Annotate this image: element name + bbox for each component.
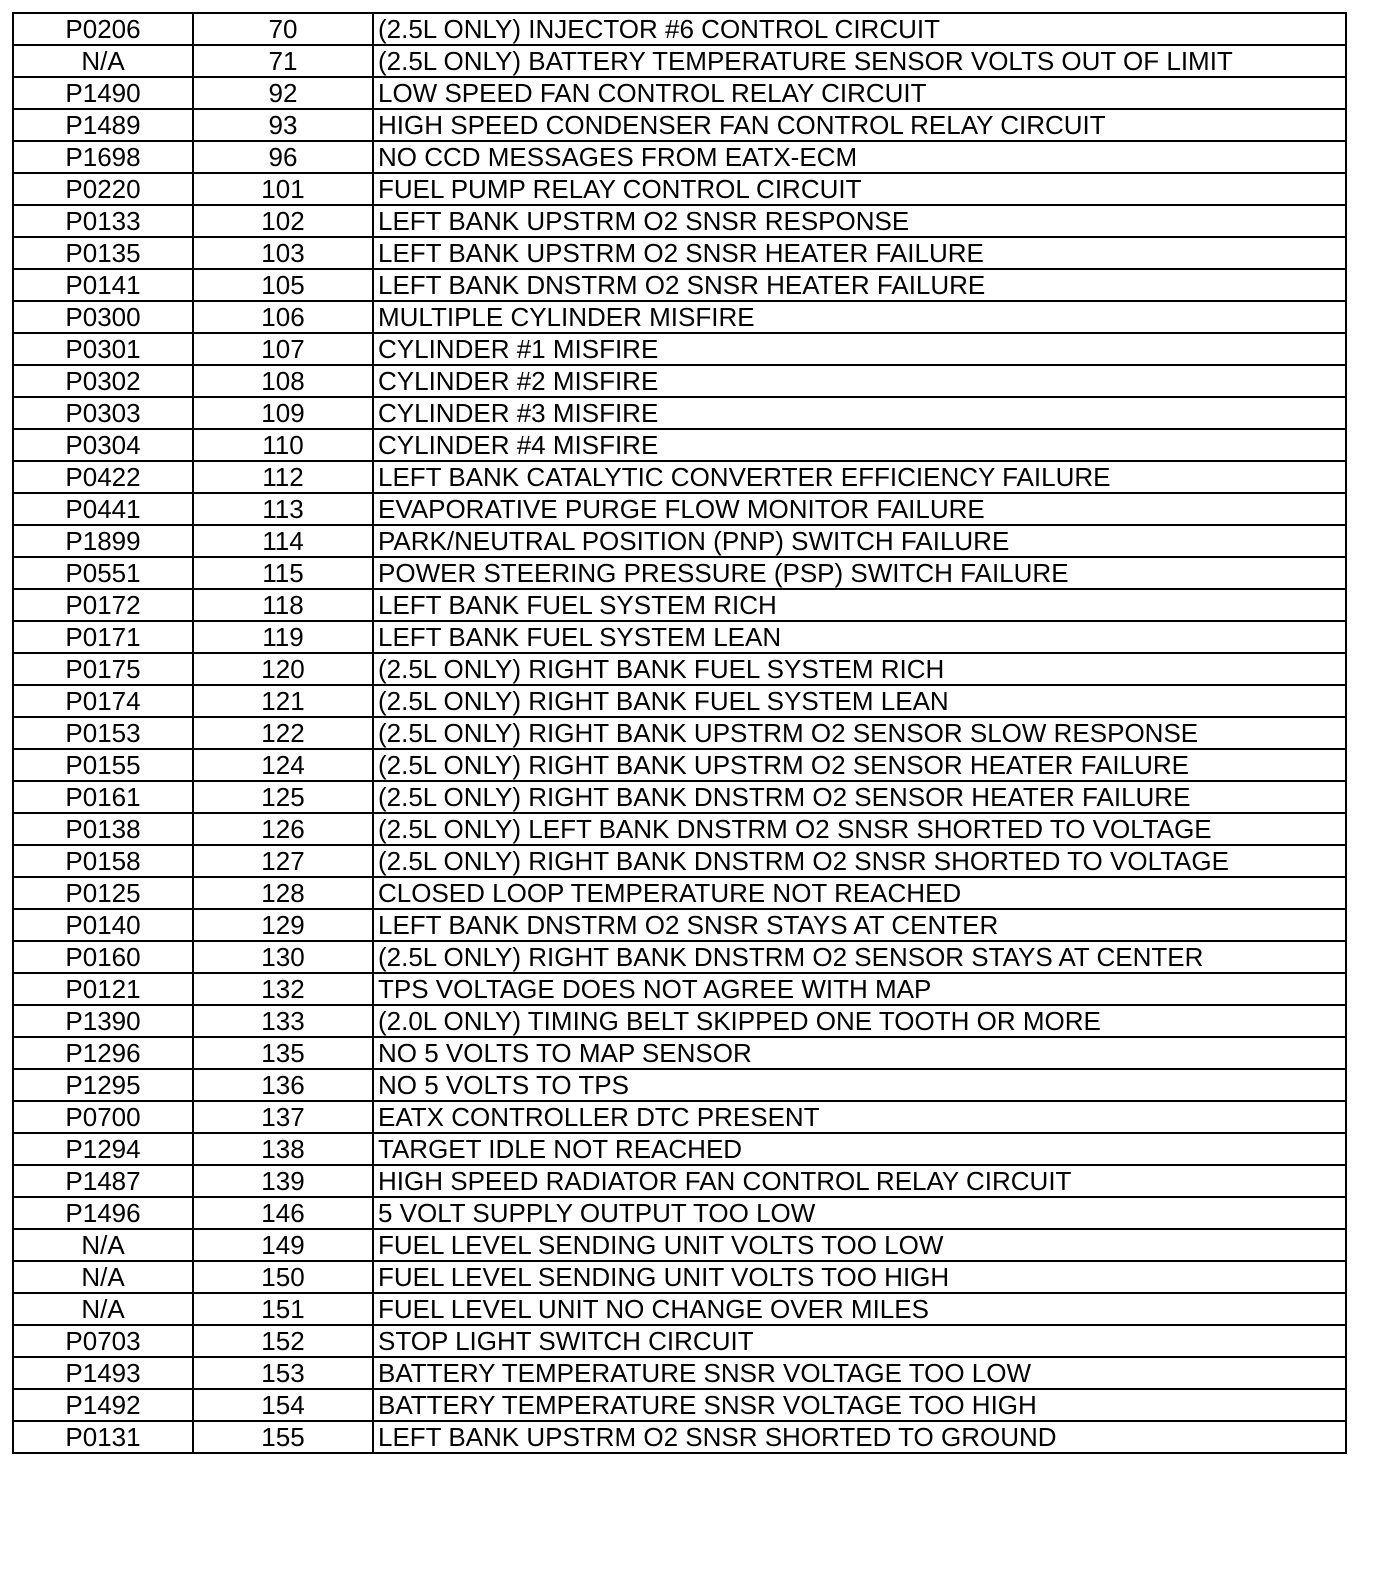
table-row xyxy=(13,77,1346,109)
dtc-code-cell: P0140 xyxy=(13,909,193,941)
flash-code-cell: 136 xyxy=(193,1069,373,1101)
dtc-code-cell: P0422 xyxy=(13,461,193,493)
flash-code-cell: 110 xyxy=(193,429,373,461)
description-cell: HIGH SPEED RADIATOR FAN CONTROL RELAY CIRCUIT xyxy=(373,1165,1346,1197)
table-row xyxy=(13,1325,1346,1357)
flash-code-cell: 103 xyxy=(193,237,373,269)
description-cell: (2.5L ONLY) BATTERY TEMPERATURE SENSOR VOLTS OUT OF LIMIT xyxy=(373,45,1346,77)
flash-code-cell: 128 xyxy=(193,877,373,909)
dtc-code-cell: P0153 xyxy=(13,717,193,749)
dtc-code-cell: P1390 xyxy=(13,1005,193,1037)
dtc-code-cell: P1295 xyxy=(13,1069,193,1101)
description-cell: NO 5 VOLTS TO TPS xyxy=(373,1069,1346,1101)
table-row xyxy=(13,1165,1346,1197)
description-cell: TARGET IDLE NOT REACHED xyxy=(373,1133,1346,1165)
dtc-code-cell: P1698 xyxy=(13,141,193,173)
flash-code-cell: 102 xyxy=(193,205,373,237)
flash-code-cell: 132 xyxy=(193,973,373,1005)
flash-code-cell: 113 xyxy=(193,493,373,525)
description-cell: HIGH SPEED CONDENSER FAN CONTROL RELAY CIRCUIT xyxy=(373,109,1346,141)
table-row xyxy=(13,237,1346,269)
description-cell: CYLINDER #1 MISFIRE xyxy=(373,333,1346,365)
flash-code-cell: 93 xyxy=(193,109,373,141)
description-cell: (2.5L ONLY) INJECTOR #6 CONTROL CIRCUIT xyxy=(373,13,1346,45)
description-cell: FUEL PUMP RELAY CONTROL CIRCUIT xyxy=(373,173,1346,205)
dtc-code-cell: P0158 xyxy=(13,845,193,877)
table-row xyxy=(13,205,1346,237)
dtc-code-cell: P0172 xyxy=(13,589,193,621)
description-cell: EATX CONTROLLER DTC PRESENT xyxy=(373,1101,1346,1133)
dtc-code-cell: P0206 xyxy=(13,13,193,45)
description-cell: (2.5L ONLY) RIGHT BANK UPSTRM O2 SENSOR SLOW RESPONSE xyxy=(373,717,1346,749)
dtc-code-cell: N/A xyxy=(13,1261,193,1293)
table-row xyxy=(13,1357,1346,1389)
table-row xyxy=(13,365,1346,397)
flash-code-cell: 107 xyxy=(193,333,373,365)
dtc-code-cell: P0700 xyxy=(13,1101,193,1133)
flash-code-cell: 70 xyxy=(193,13,373,45)
description-cell: NO 5 VOLTS TO MAP SENSOR xyxy=(373,1037,1346,1069)
description-cell: (2.5L ONLY) RIGHT BANK FUEL SYSTEM LEAN xyxy=(373,685,1346,717)
flash-code-cell: 155 xyxy=(193,1421,373,1453)
dtc-code-cell: N/A xyxy=(13,45,193,77)
description-cell: TPS VOLTAGE DOES NOT AGREE WITH MAP xyxy=(373,973,1346,1005)
flash-code-cell: 149 xyxy=(193,1229,373,1261)
table-row xyxy=(13,1261,1346,1293)
flash-code-cell: 137 xyxy=(193,1101,373,1133)
table-row xyxy=(13,141,1346,173)
description-cell: LEFT BANK CATALYTIC CONVERTER EFFICIENCY FAILURE xyxy=(373,461,1346,493)
flash-code-cell: 130 xyxy=(193,941,373,973)
table-row xyxy=(13,1037,1346,1069)
table-row xyxy=(13,429,1346,461)
dtc-code-cell: P0133 xyxy=(13,205,193,237)
dtc-code-cell: P0131 xyxy=(13,1421,193,1453)
flash-code-cell: 105 xyxy=(193,269,373,301)
description-cell: CYLINDER #4 MISFIRE xyxy=(373,429,1346,461)
table-row xyxy=(13,173,1346,205)
table-row xyxy=(13,525,1346,557)
table-row xyxy=(13,45,1346,77)
dtc-code-cell: P0703 xyxy=(13,1325,193,1357)
description-cell: FUEL LEVEL SENDING UNIT VOLTS TOO HIGH xyxy=(373,1261,1346,1293)
description-cell: (2.5L ONLY) LEFT BANK DNSTRM O2 SNSR SHORTED TO VOLTAGE xyxy=(373,813,1346,845)
flash-code-cell: 127 xyxy=(193,845,373,877)
table-row xyxy=(13,493,1346,525)
dtc-code-cell: P1496 xyxy=(13,1197,193,1229)
table-row xyxy=(13,877,1346,909)
dtc-code-cell: P1296 xyxy=(13,1037,193,1069)
flash-code-cell: 146 xyxy=(193,1197,373,1229)
flash-code-cell: 126 xyxy=(193,813,373,845)
flash-code-cell: 138 xyxy=(193,1133,373,1165)
table-row xyxy=(13,941,1346,973)
flash-code-cell: 154 xyxy=(193,1389,373,1421)
flash-code-cell: 121 xyxy=(193,685,373,717)
flash-code-cell: 109 xyxy=(193,397,373,429)
description-cell: LEFT BANK UPSTRM O2 SNSR HEATER FAILURE xyxy=(373,237,1346,269)
description-cell: CLOSED LOOP TEMPERATURE NOT REACHED xyxy=(373,877,1346,909)
dtc-code-cell: P0141 xyxy=(13,269,193,301)
table-row xyxy=(13,557,1346,589)
dtc-code-cell: P1487 xyxy=(13,1165,193,1197)
flash-code-cell: 101 xyxy=(193,173,373,205)
flash-code-cell: 92 xyxy=(193,77,373,109)
description-cell: CYLINDER #2 MISFIRE xyxy=(373,365,1346,397)
dtc-code-cell: P0303 xyxy=(13,397,193,429)
table-row xyxy=(13,1005,1346,1037)
flash-code-cell: 108 xyxy=(193,365,373,397)
flash-code-cell: 118 xyxy=(193,589,373,621)
table-row xyxy=(13,1229,1346,1261)
table-row xyxy=(13,461,1346,493)
dtc-code-cell: P0300 xyxy=(13,301,193,333)
flash-code-cell: 96 xyxy=(193,141,373,173)
table-row xyxy=(13,301,1346,333)
description-cell: EVAPORATIVE PURGE FLOW MONITOR FAILURE xyxy=(373,493,1346,525)
flash-code-cell: 112 xyxy=(193,461,373,493)
flash-code-cell: 124 xyxy=(193,749,373,781)
dtc-code-cell: P0135 xyxy=(13,237,193,269)
dtc-code-cell: N/A xyxy=(13,1229,193,1261)
flash-code-cell: 120 xyxy=(193,653,373,685)
description-cell: LEFT BANK DNSTRM O2 SNSR STAYS AT CENTER xyxy=(373,909,1346,941)
description-cell: NO CCD MESSAGES FROM EATX-ECM xyxy=(373,141,1346,173)
description-cell: POWER STEERING PRESSURE (PSP) SWITCH FAILURE xyxy=(373,557,1346,589)
dtc-code-cell: P0160 xyxy=(13,941,193,973)
flash-code-cell: 150 xyxy=(193,1261,373,1293)
dtc-code-cell: P0161 xyxy=(13,781,193,813)
description-cell: MULTIPLE CYLINDER MISFIRE xyxy=(373,301,1346,333)
dtc-code-cell: P0304 xyxy=(13,429,193,461)
dtc-code-cell: P1490 xyxy=(13,77,193,109)
dtc-code-cell: P0155 xyxy=(13,749,193,781)
table-row xyxy=(13,109,1346,141)
dtc-code-cell: P1492 xyxy=(13,1389,193,1421)
description-cell: (2.5L ONLY) RIGHT BANK FUEL SYSTEM RICH xyxy=(373,653,1346,685)
table-row xyxy=(13,1389,1346,1421)
description-cell: (2.5L ONLY) RIGHT BANK DNSTRM O2 SENSOR STAYS AT CENTER xyxy=(373,941,1346,973)
flash-code-cell: 152 xyxy=(193,1325,373,1357)
description-cell: BATTERY TEMPERATURE SNSR VOLTAGE TOO HIGH xyxy=(373,1389,1346,1421)
description-cell: LEFT BANK FUEL SYSTEM RICH xyxy=(373,589,1346,621)
dtc-table xyxy=(12,12,1347,1454)
dtc-code-cell: P0301 xyxy=(13,333,193,365)
table-row xyxy=(13,1101,1346,1133)
flash-code-cell: 139 xyxy=(193,1165,373,1197)
flash-code-cell: 119 xyxy=(193,621,373,653)
table-row xyxy=(13,269,1346,301)
table-row xyxy=(13,909,1346,941)
description-cell: (2.5L ONLY) RIGHT BANK UPSTRM O2 SENSOR HEATER FAILURE xyxy=(373,749,1346,781)
dtc-table-body xyxy=(13,13,1346,1453)
dtc-code-cell: P1493 xyxy=(13,1357,193,1389)
table-row xyxy=(13,1197,1346,1229)
table-row xyxy=(13,973,1346,1005)
description-cell: CYLINDER #3 MISFIRE xyxy=(373,397,1346,429)
dtc-code-cell: P0220 xyxy=(13,173,193,205)
table-row xyxy=(13,717,1346,749)
flash-code-cell: 71 xyxy=(193,45,373,77)
table-row xyxy=(13,1133,1346,1165)
table-row xyxy=(13,1069,1346,1101)
table-row xyxy=(13,845,1346,877)
dtc-code-cell: P0174 xyxy=(13,685,193,717)
dtc-code-cell: P0302 xyxy=(13,365,193,397)
dtc-code-cell: N/A xyxy=(13,1293,193,1325)
description-cell: LOW SPEED FAN CONTROL RELAY CIRCUIT xyxy=(373,77,1346,109)
description-cell: STOP LIGHT SWITCH CIRCUIT xyxy=(373,1325,1346,1357)
flash-code-cell: 114 xyxy=(193,525,373,557)
description-cell: LEFT BANK FUEL SYSTEM LEAN xyxy=(373,621,1346,653)
flash-code-cell: 125 xyxy=(193,781,373,813)
description-cell: LEFT BANK UPSTRM O2 SNSR RESPONSE xyxy=(373,205,1346,237)
flash-code-cell: 151 xyxy=(193,1293,373,1325)
flash-code-cell: 135 xyxy=(193,1037,373,1069)
flash-code-cell: 129 xyxy=(193,909,373,941)
table-row xyxy=(13,1293,1346,1325)
flash-code-cell: 153 xyxy=(193,1357,373,1389)
dtc-code-cell: P0125 xyxy=(13,877,193,909)
table-row xyxy=(13,621,1346,653)
table-row xyxy=(13,813,1346,845)
description-cell: (2.0L ONLY) TIMING BELT SKIPPED ONE TOOTH OR MORE xyxy=(373,1005,1346,1037)
description-cell: PARK/NEUTRAL POSITION (PNP) SWITCH FAILURE xyxy=(373,525,1346,557)
description-cell: LEFT BANK DNSTRM O2 SNSR HEATER FAILURE xyxy=(373,269,1346,301)
table-row xyxy=(13,589,1346,621)
dtc-code-cell: P0138 xyxy=(13,813,193,845)
flash-code-cell: 133 xyxy=(193,1005,373,1037)
table-row xyxy=(13,1421,1346,1453)
description-cell: LEFT BANK UPSTRM O2 SNSR SHORTED TO GROUND xyxy=(373,1421,1346,1453)
table-row xyxy=(13,397,1346,429)
dtc-code-cell: P0441 xyxy=(13,493,193,525)
description-cell: 5 VOLT SUPPLY OUTPUT TOO LOW xyxy=(373,1197,1346,1229)
table-row xyxy=(13,749,1346,781)
dtc-code-cell: P0121 xyxy=(13,973,193,1005)
description-cell: (2.5L ONLY) RIGHT BANK DNSTRM O2 SENSOR HEATER FAILURE xyxy=(373,781,1346,813)
table-row xyxy=(13,13,1346,45)
description-cell: FUEL LEVEL SENDING UNIT VOLTS TOO LOW xyxy=(373,1229,1346,1261)
dtc-code-cell: P0551 xyxy=(13,557,193,589)
table-row xyxy=(13,653,1346,685)
flash-code-cell: 122 xyxy=(193,717,373,749)
dtc-code-cell: P0175 xyxy=(13,653,193,685)
description-cell: (2.5L ONLY) RIGHT BANK DNSTRM O2 SNSR SHORTED TO VOLTAGE xyxy=(373,845,1346,877)
table-row xyxy=(13,333,1346,365)
flash-code-cell: 106 xyxy=(193,301,373,333)
table-row xyxy=(13,781,1346,813)
table-row xyxy=(13,685,1346,717)
dtc-code-cell: P1899 xyxy=(13,525,193,557)
dtc-code-cell: P1294 xyxy=(13,1133,193,1165)
dtc-code-cell: P0171 xyxy=(13,621,193,653)
description-cell: FUEL LEVEL UNIT NO CHANGE OVER MILES xyxy=(373,1293,1346,1325)
dtc-code-cell: P1489 xyxy=(13,109,193,141)
flash-code-cell: 115 xyxy=(193,557,373,589)
description-cell: BATTERY TEMPERATURE SNSR VOLTAGE TOO LOW xyxy=(373,1357,1346,1389)
